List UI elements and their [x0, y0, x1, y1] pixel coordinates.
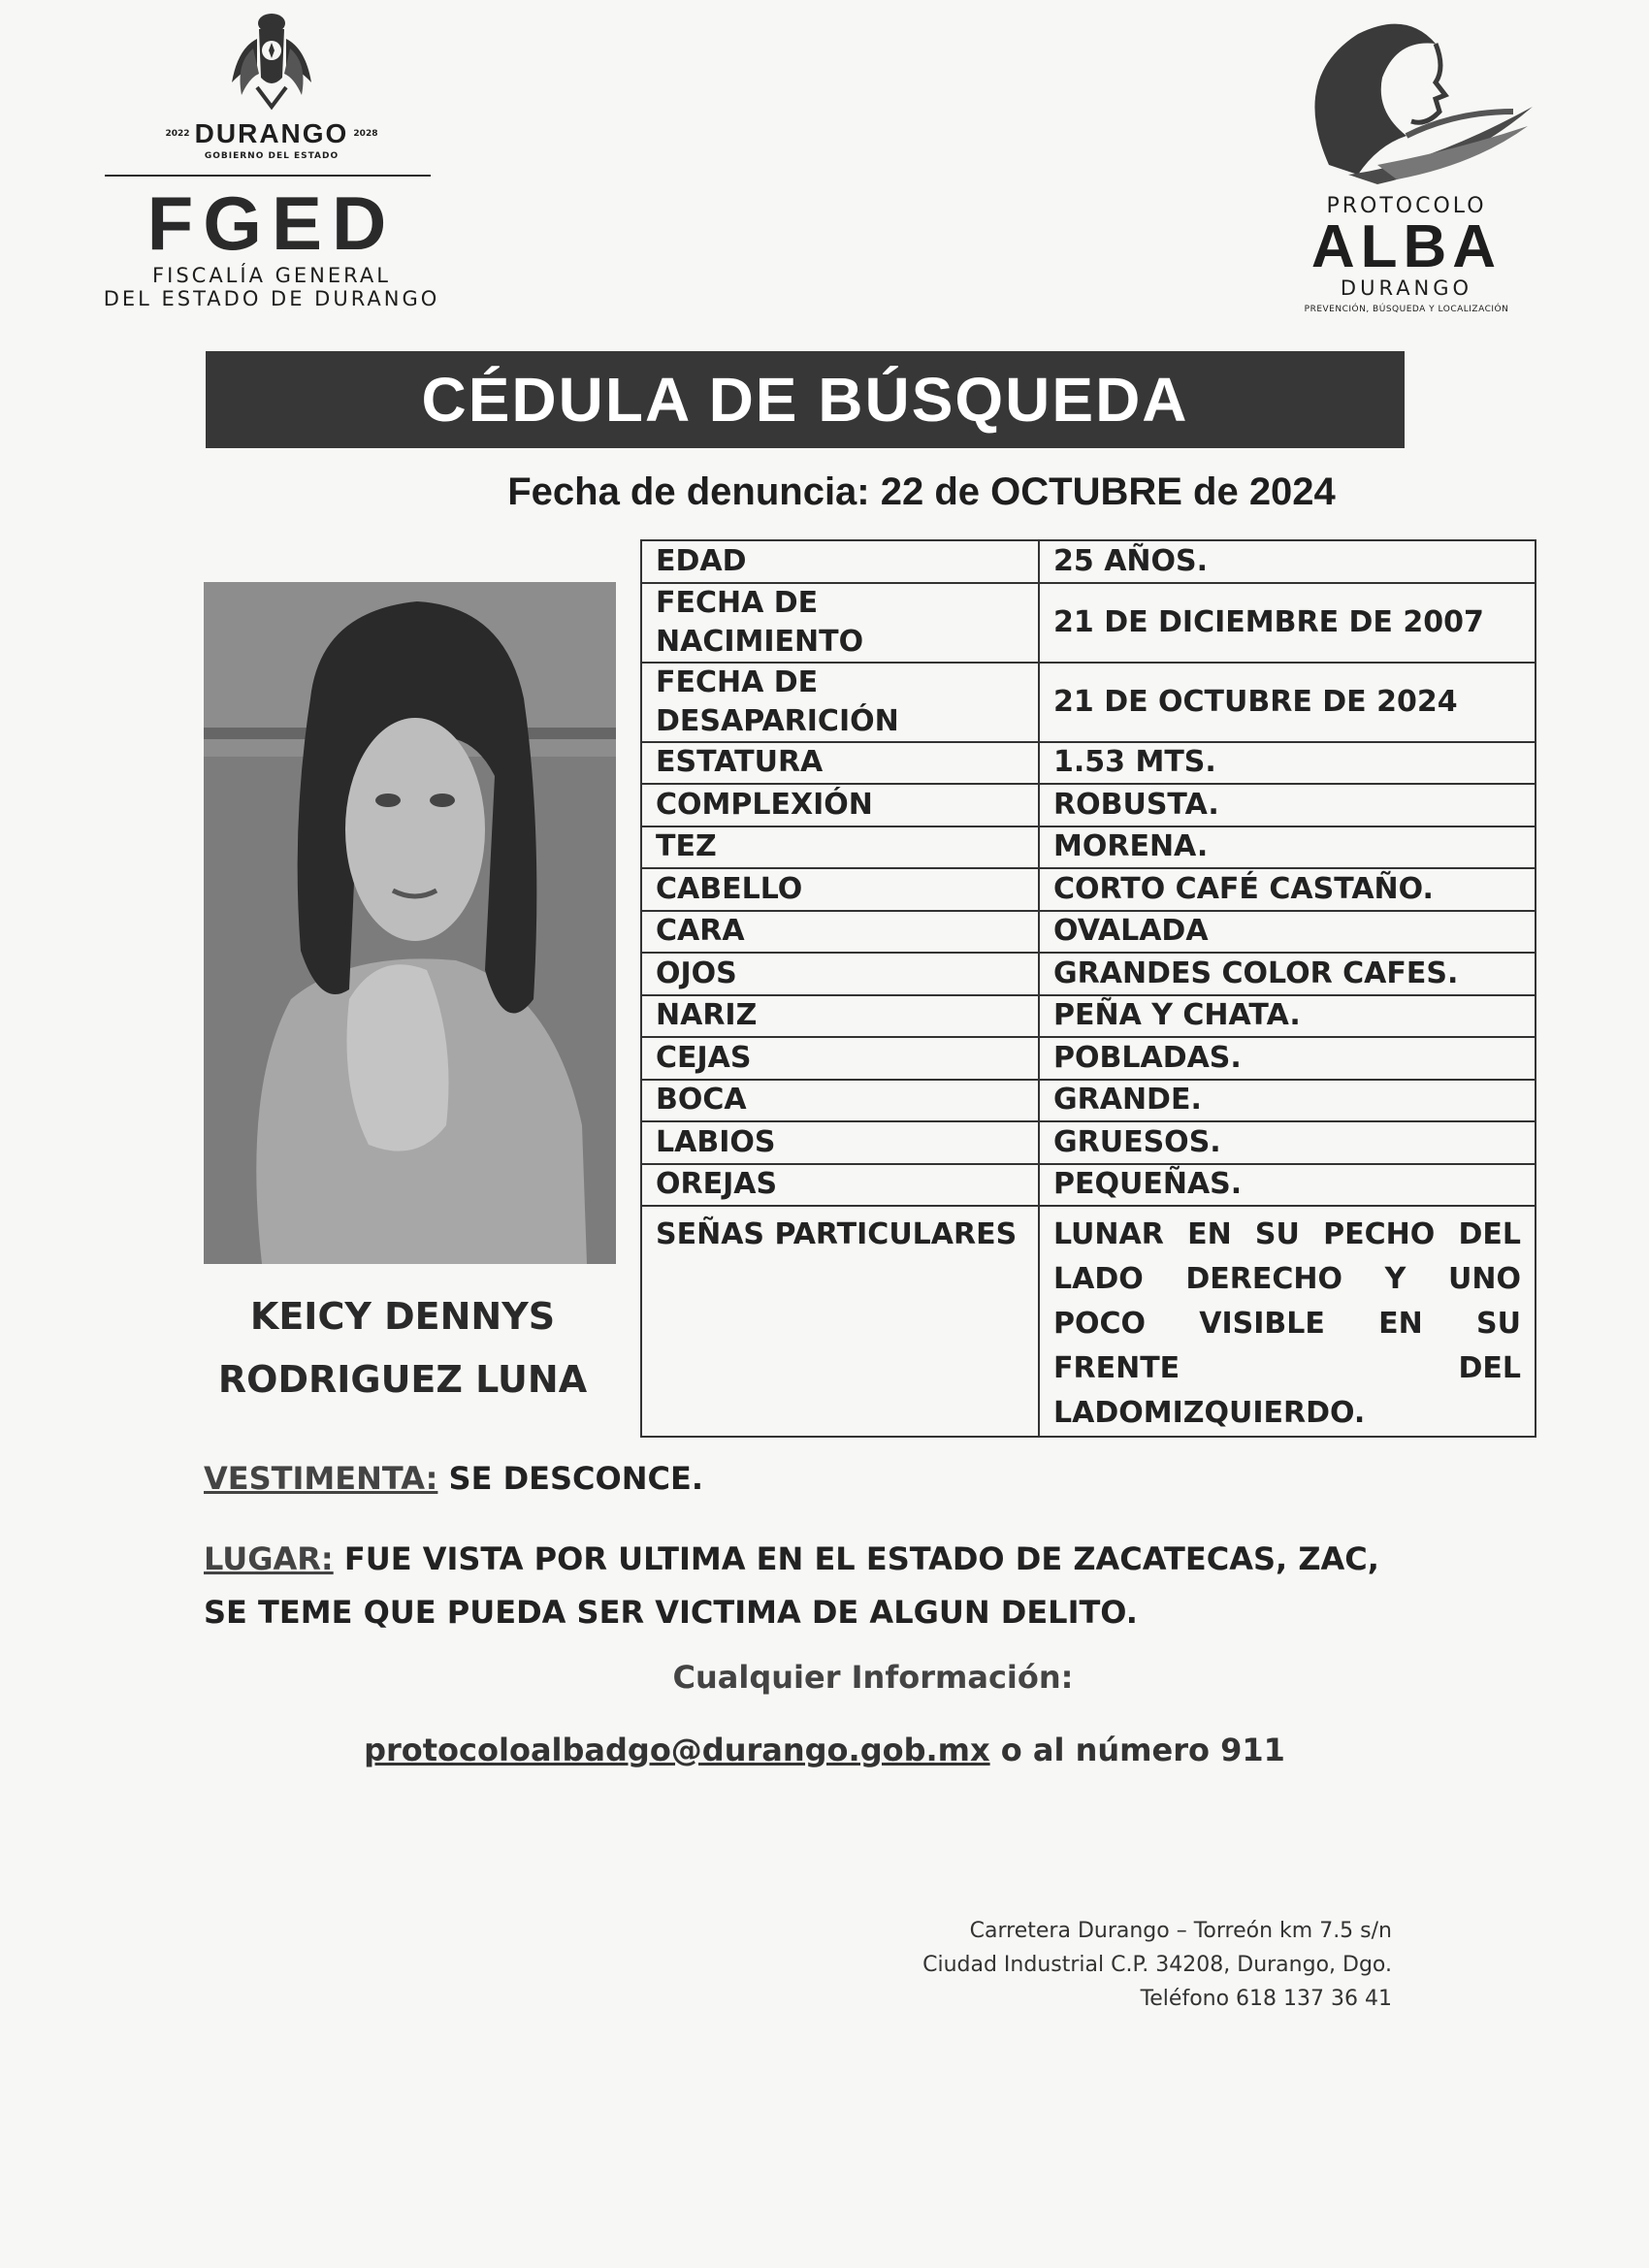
detail-value: LUNAR EN SU PECHO DEL LADO DERECHO Y UNO POCO VISIBLE EN SU FRENTE DEL LADOMIZQUIERDO.	[1039, 1206, 1536, 1437]
person-name-line2: RODRIGUEZ LUNA	[217, 1358, 588, 1401]
detail-label: ESTATURA	[641, 742, 1039, 785]
contact-heading: Cualquier Información:	[672, 1659, 1074, 1696]
detail-value: ROBUSTA.	[1039, 784, 1536, 826]
vestimenta-label: VESTIMENTA:	[204, 1460, 438, 1497]
detail-label: NARIZ	[641, 995, 1039, 1038]
table-row	[641, 1206, 1536, 1437]
durango-wordmark	[146, 118, 398, 149]
detail-value: 21 DE DICIEMBRE DE 2007	[1039, 583, 1536, 663]
durango-label: DURANGO	[1340, 276, 1473, 300]
detail-label: OJOS	[641, 953, 1039, 995]
page-title: CÉDULA DE BÚSQUEDA	[206, 351, 1405, 448]
detail-label: BOCA	[641, 1080, 1039, 1122]
gobierno-label: GOBIERNO DEL ESTADO	[204, 151, 340, 161]
table-row	[641, 583, 1536, 663]
detail-label: TEZ	[641, 826, 1039, 869]
detail-label: FECHA DE DESAPARICIÓN	[641, 663, 1039, 742]
lugar-value: FUE VISTA POR ULTIMA EN EL ESTADO DE ZACATECAS, ZAC, SE TEME QUE PUEDA SER VICTIMA DE ALGUN DELITO.	[204, 1540, 1379, 1631]
durango-coat-of-arms-icon	[218, 10, 325, 112]
table-row	[641, 540, 1536, 583]
fiscalia-name-line2: DEL ESTADO DE DURANGO	[103, 287, 440, 310]
table-row	[641, 826, 1536, 869]
detail-label: FECHA DE NACIMIENTO	[641, 583, 1039, 663]
missing-person-photo	[204, 582, 616, 1264]
detail-label: OREJAS	[641, 1164, 1039, 1207]
alba-label: ALBA	[1310, 213, 1503, 280]
fged-logo	[97, 10, 446, 310]
person-name-line1: KEICY DENNYS	[249, 1295, 556, 1338]
detail-value: PEQUEÑAS.	[1039, 1164, 1536, 1207]
detail-value: MORENA.	[1039, 826, 1536, 869]
table-row	[641, 742, 1536, 785]
fged-acronym: FGED	[146, 180, 397, 266]
address-line2: Ciudad Industrial C.P. 34208, Durango, Dgo.	[922, 1953, 1392, 1977]
detail-label: CARA	[641, 911, 1039, 954]
table-row	[641, 1037, 1536, 1080]
person-details-table	[640, 539, 1536, 1438]
table-row	[641, 995, 1536, 1038]
lugar-label: LUGAR:	[204, 1540, 334, 1577]
contact-phone-text: o al número 911	[1000, 1732, 1285, 1768]
detail-label: SEÑAS PARTICULARES	[641, 1206, 1039, 1437]
contact-email-link[interactable]: protocoloalbadgo@durango.gob.mx	[364, 1732, 990, 1768]
detail-value: 25 AÑOS.	[1039, 540, 1536, 583]
detail-label: EDAD	[641, 540, 1039, 583]
table-row	[641, 911, 1536, 954]
lugar-section	[204, 1533, 1426, 1639]
vestimenta-section	[204, 1460, 1465, 1497]
table-row	[641, 663, 1536, 742]
logo-divider	[105, 175, 431, 177]
table-row	[641, 1121, 1536, 1164]
detail-value: 1.53 MTS.	[1039, 742, 1536, 785]
table-row	[641, 868, 1536, 911]
detail-label: LABIOS	[641, 1121, 1039, 1164]
table-row	[641, 784, 1536, 826]
address-phone: Teléfono 618 137 36 41	[1140, 1987, 1392, 2011]
detail-label: CEJAS	[641, 1037, 1039, 1080]
fiscalia-name-line1: FISCALÍA GENERAL	[152, 264, 391, 287]
year-end: 2028	[353, 129, 378, 139]
year-start: 2022	[165, 129, 190, 139]
detail-value: GRANDES COLOR CAFES.	[1039, 953, 1536, 995]
detail-value: POBLADAS.	[1039, 1037, 1536, 1080]
vestimenta-value: SE DESCONCE.	[448, 1460, 704, 1497]
detail-value: PEÑA Y CHATA.	[1039, 995, 1536, 1038]
protocolo-label: PROTOCOLO	[1326, 194, 1487, 218]
address-line1: Carretera Durango – Torreón km 7.5 s/n	[969, 1919, 1392, 1943]
detail-value: GRUESOS.	[1039, 1121, 1536, 1164]
contact-line	[291, 1732, 1358, 1768]
table-row	[641, 953, 1536, 995]
table-row	[641, 1080, 1536, 1122]
woman-profile-icon	[1290, 19, 1533, 189]
detail-value: GRANDE.	[1039, 1080, 1536, 1122]
table-row	[641, 1164, 1536, 1207]
detail-label: COMPLEXIÓN	[641, 784, 1039, 826]
detail-label: CABELLO	[641, 868, 1039, 911]
state-name: DURANGO	[194, 118, 349, 148]
report-date: Fecha de denuncia: 22 de OCTUBRE de 2024	[507, 470, 1336, 513]
detail-value: CORTO CAFÉ CASTAÑO.	[1039, 868, 1536, 911]
protocolo-alba-logo	[1261, 19, 1552, 314]
alba-tagline: PREVENCIÓN, BÚSQUEDA Y LOCALIZACIÓN	[1304, 305, 1509, 314]
detail-value: 21 DE OCTUBRE DE 2024	[1039, 663, 1536, 742]
detail-value: OVALADA	[1039, 911, 1536, 954]
